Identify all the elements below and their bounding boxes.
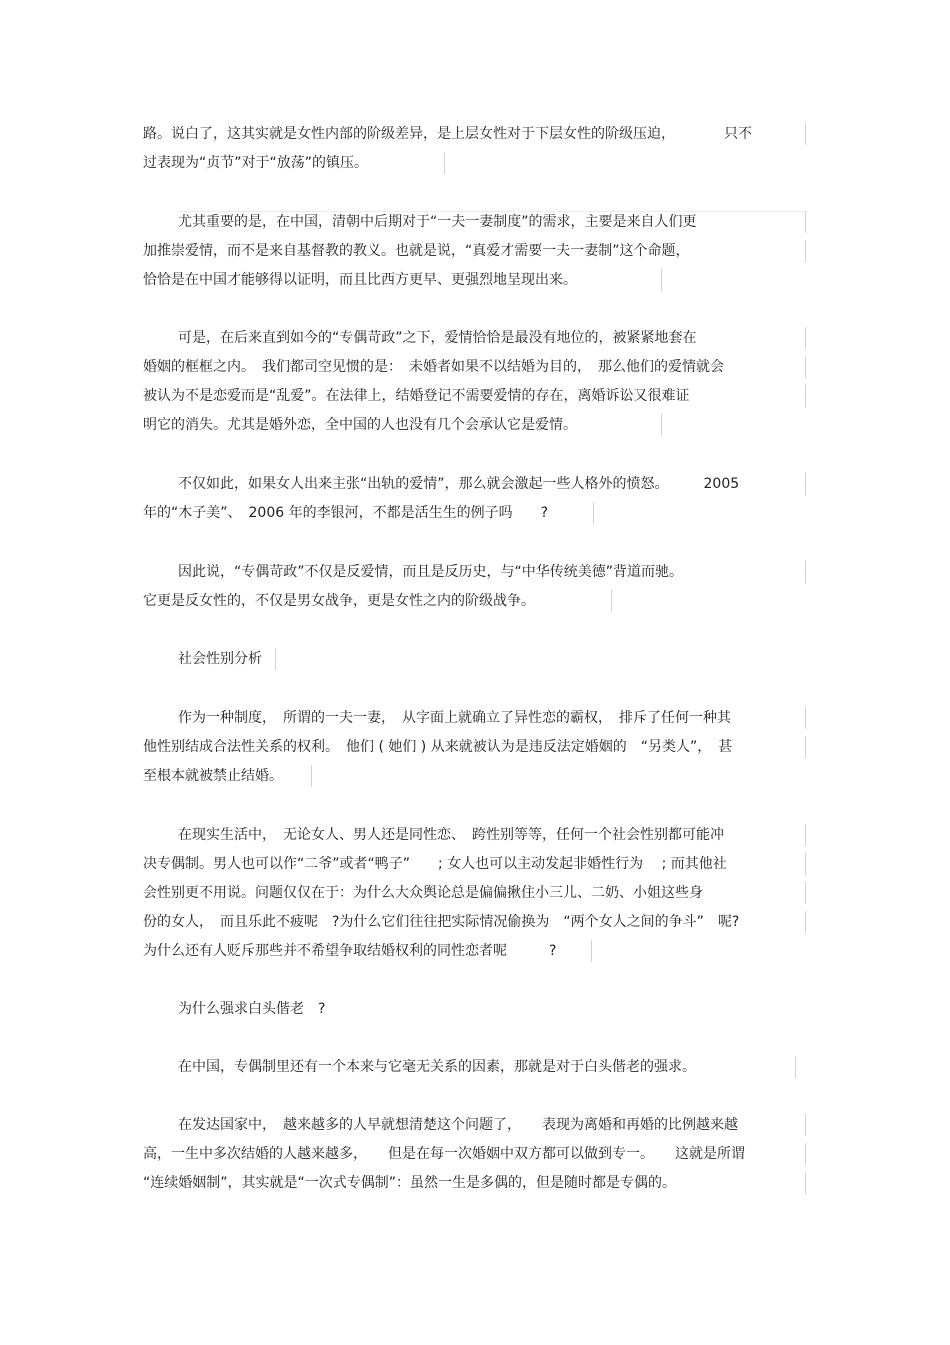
text-line: 在现实生活中， 无论女人、男人还是同性恋、 跨性别等等，任何一个社会性别都可能冲: [178, 827, 724, 843]
text-line: 会性别更不用说。问题仅仅在于：为什么大众舆论总是偏偏揪住小三儿、二奶、小姐这些身: [143, 885, 703, 901]
text-line: 份的女人， 而且乐此不疲呢 ?为什么它们往往把实际情况偷换为 “两个女人之间的争斗” 呢?: [143, 914, 740, 930]
line-edge-marker: [805, 824, 806, 846]
section-heading: 社会性别分析: [178, 651, 262, 667]
text-line: 年的“木子美”、 2006 年的李银河，不都是活生生的例子吗 ?: [143, 505, 549, 521]
text-line: 明它的消失。尤其是婚外恋，全中国的人也没有几个会承认它是爱情。: [143, 417, 577, 433]
line-edge-marker: [805, 385, 806, 407]
text-line: 可是，在后来直到如今的“专偶苛政”之下，爱情恰恰是最没有地位的，被紧紧地套在: [178, 330, 697, 346]
text-line: 路。说白了，这其实就是女性内部的阶级差异，是上层女性对于下层女性的阶级压迫， 只不: [143, 126, 752, 142]
section-heading: 为什么强求白头偕老 ?: [178, 1001, 326, 1017]
text-line: 恰恰是在中国才能够得以证明，而且比西方更早、更强烈地呈现出来。: [143, 272, 577, 288]
text-line: “连续婚姻制”，其实就是“一次式专偶制”：虽然一生是多偶的，但是随时都是专偶的。: [143, 1175, 677, 1191]
text-line: 在中国，专偶制里还有一个本来与它毫无关系的因素，那就是对于白头偕老的强求。: [178, 1059, 696, 1075]
line-edge-marker: [661, 414, 662, 436]
line-edge-marker: [661, 269, 662, 291]
text-line: 决专偶制。男人也可以作“二爷”或者“鸭子” ; 女人也可以主动发起非婚性行为 ; 而其他社: [143, 856, 727, 872]
line-edge-marker: [805, 240, 806, 262]
line-edge-marker: [805, 327, 806, 349]
line-edge-marker: [805, 1114, 806, 1136]
line-edge-marker: [444, 152, 445, 174]
line-edge-marker: [591, 940, 592, 962]
line-edge-marker: [805, 1172, 806, 1194]
text-line: 尤其重要的是，在中国，清朝中后期对于“一夫一妻制度”的需求，主要是来自人们更: [178, 214, 697, 230]
line-edge-marker: [805, 736, 806, 758]
line-edge-marker: [805, 123, 806, 145]
text-line: 他性别结成合法性关系的权利。 他们 ( 她们 ) 从来就被认为是违反法定婚姻的 “另类人”， 甚: [143, 739, 733, 755]
text-line: 加推崇爱情，而不是来自基督教的教义。也就是说，“真爱才需要一夫一妻制”这个命题，: [143, 243, 690, 259]
line-edge-marker: [805, 911, 806, 933]
text-line: 至根本就被禁止结婚。: [143, 768, 283, 784]
text-line: 不仅如此，如果女人出来主张“出轨的爱情”，那么就会激起一些人格外的愤怒。 2005: [178, 476, 740, 492]
text-line: 婚姻的框框之内。 我们都司空见惯的是： 未婚者如果不以结婚为目的， 那么他们的爱情就会: [143, 359, 724, 375]
text-line: 为什么还有人贬斥那些并不希望争取结婚权利的同性恋者呢 ?: [143, 943, 557, 959]
line-edge-marker: [805, 561, 806, 583]
line-edge-marker: [805, 473, 806, 495]
line-edge-marker: [805, 211, 806, 233]
line-edge-marker: [805, 853, 806, 875]
line-edge-marker: [805, 707, 806, 729]
line-edge-marker: [805, 1143, 806, 1165]
text-line: 因此说，“专偶苛政”不仅是反爱情，而且是反历史，与“中华传统美德”背道而驰。: [178, 564, 684, 580]
line-edge-marker: [795, 1056, 796, 1078]
line-edge-marker: [275, 648, 276, 670]
text-line: 高，一生中多次结婚的人越来越多， 但是在每一次婚姻中双方都可以做到专一。 这就是所谓: [143, 1146, 745, 1162]
line-edge-marker: [311, 765, 312, 787]
line-edge-marker: [593, 502, 594, 524]
line-edge-marker: [805, 882, 806, 904]
line-edge-marker: [611, 590, 612, 612]
text-line: 过表现为“贞节”对于“放荡”的镇压。: [143, 155, 369, 171]
text-line: 在发达国家中， 越来越多的人早就想清楚这个问题了， 表现为离婚和再婚的比例越来越: [178, 1117, 738, 1133]
line-edge-marker: [805, 356, 806, 378]
text-line: 作为一种制度， 所谓的一夫一妻， 从字面上就确立了异性恋的霸权， 排斥了任何一种其: [178, 710, 731, 726]
text-line: 被认为不是恋爱而是“乱爱”。在法律上，结婚登记不需要爱情的存在，离婚诉讼又很难证: [143, 388, 690, 404]
text-line: 它更是反女性的，不仅是男女战争，更是女性之内的阶级战争。: [143, 593, 535, 609]
